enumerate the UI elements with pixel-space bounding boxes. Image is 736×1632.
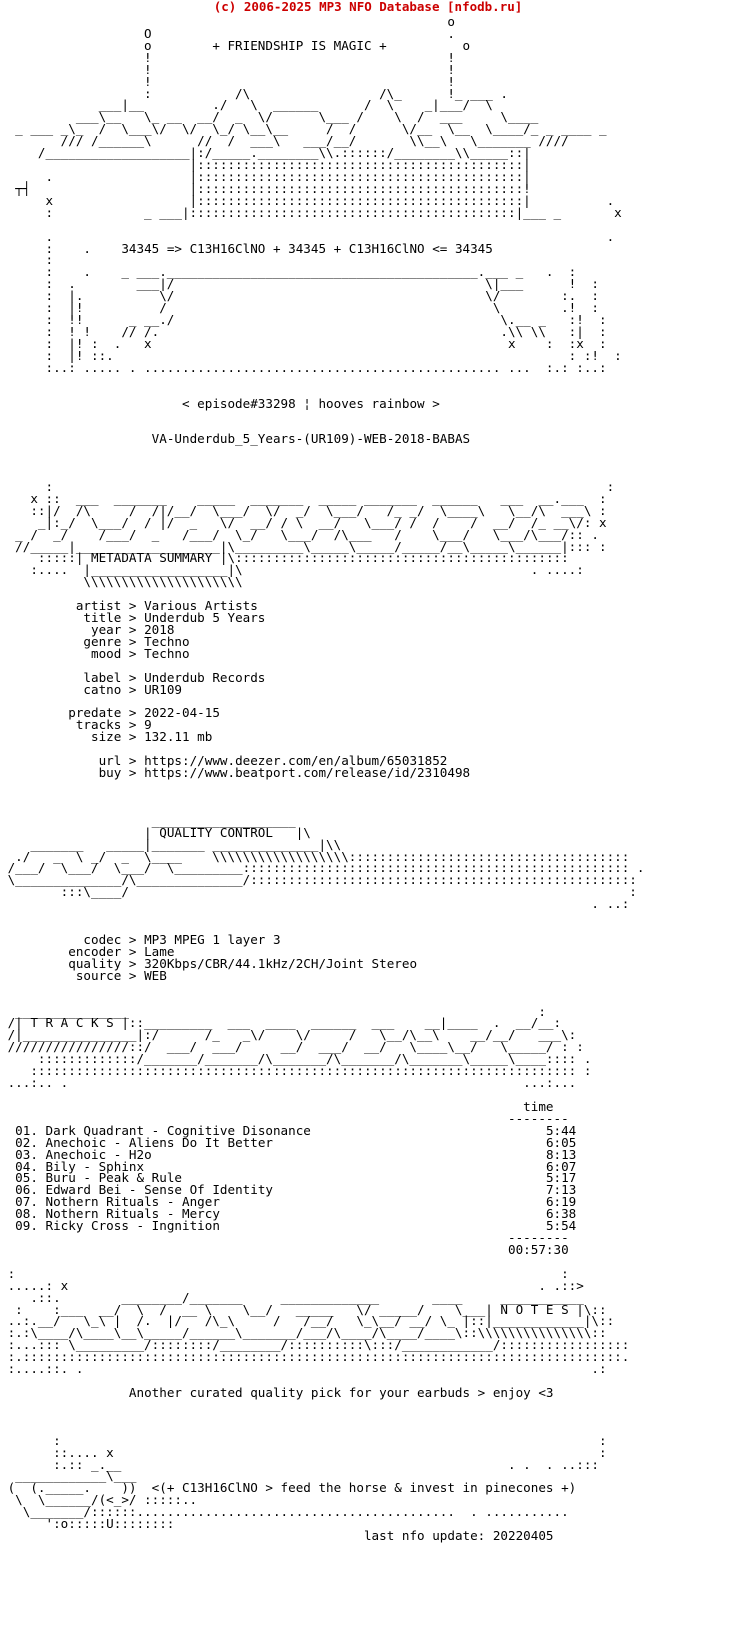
quality-encoder-key: encoder [68,943,122,959]
meta-title-value: Underdub 5 Years [144,610,266,626]
page-header [0,0,736,14]
track-time: 8:13 [545,1146,577,1162]
track-number: 06. [15,1182,38,1198]
quality-source-value: WEB [144,967,167,983]
meta-year-key: year [91,622,122,638]
track-title: Anechoic - H2o [45,1146,152,1162]
metadata-label: METADATA SUMMARY [91,550,213,566]
meta-genre-value: Techno [144,633,190,649]
meta-title-key: title [83,610,122,626]
notes-label: N O T E S [500,1301,569,1317]
last-update: last nfo update: 20220405 [363,1528,554,1544]
meta-mood-value: Techno [144,645,190,661]
quality-label: QUALITY CONTROL [159,824,273,840]
track-time: 6:05 [545,1134,577,1150]
meta-buy-value[interactable]: https://www.beatport.com/release/id/2310498 [144,765,471,781]
meta-label-value: Underdub Records [144,669,266,685]
meta-mood-key: mood [91,645,122,661]
banner-text: + FRIENDSHIP IS MAGIC + [212,37,387,53]
meta-buy-key: buy [98,765,122,781]
track-number: 07. [15,1194,38,1210]
meta-artist-key: artist [75,598,122,614]
quality-encoder-value: Lame [144,943,175,959]
track-number: 03. [15,1146,38,1162]
quality-source-key: source [75,967,122,983]
footer-tagline: <(+ C13H16ClNO > feed the horse & invest in pinecones +) [151,1480,577,1496]
track-title: Nothern Rituals - Anger [45,1194,220,1210]
meta-size-key: size [91,729,122,745]
track-title: Bily - Sphinx [45,1158,145,1174]
episode-text: < episode#33298 ¦ hooves rainbow > [181,395,440,411]
quality-quality-value: 320Kbps/CBR/44.1kHz/2CH/Joint Stereo [144,955,418,971]
total-time: 00:57:30 [508,1241,569,1257]
quality-quality-key: quality [68,955,122,971]
quality-codec-key: codec [83,931,122,947]
track-title: Nothern Rituals - Mercy [45,1206,220,1222]
track-title: Ricky Cross - Ingnition [45,1218,220,1234]
track-title: Dark Quadrant - Cognitive Disonance [45,1122,311,1138]
track-time: 6:38 [545,1206,577,1222]
quality-codec-value: MP3 MPEG 1 layer 3 [144,931,281,947]
meta-url-key: url [98,753,122,769]
nfo-document: o O . o + FRIENDSHIP IS MAGIC + o ! ! ! ! ! ! : /\ /\_ !_ ___ . ___|__ ./ \ ______ / \ _|___/ \ ___\__ \_ __ __/ _ \/ \___ / \ / ___ \____ _ ___ _\_ / \___\/ \/ \_/ \__\__ / / \/__ \__ \____/_ _ ____ _ /// /______\ // / ___\ ___/__/ \\__\ \_______ //// /___________________|:/_____.________\\.::::::/________\\_____::| |:::::::::::::::::::::::::::::::::::::::::::| . |:::::::::::::::::::::::::::::::::::::::::::| ┬┤ |:::::::::::::::::::::::::::::::::::::::::::! x |:::::::::::::::::::::::::::::::::::::::::::| . : _ ___|:::::::::::::::::::::::::::::::::::::::::::|___ _ x . . : . 34345 => C13H16ClNO + 34345 + C13H16ClNO <= 34345 : : . _ ___._________________________________________.___ _ . : : . ___|/ \|___ ! : : |. \/ \/ :. : : |! / \ .! : : !! _ __./ \.__ _ :! : : ! ! // /. .\\ \\ :| : : |! : . x x : :x : : |! ::. : :! : :..: ..... . ............................................... ... :.: :..: < episode#33298 ¦ hooves rainbow > VA-Underdub_5_Years-(UR109)-WEB-2018-BABAS : : x :: ___ _______ _____ _______ _____ _______ ______ ___ __.___ : ::|/ /\ / /|/__/ \___/ \/ _/ \___/ /_ _/ \____\ \__/\ ___\ : _|:_/ \___/ / |/ _ \/ __/ / \ __/ \___/ / / / __/ /_ __\/: x _ / _/ /___/ _ /___/ \_/ \___/ /\___ / \___/ \___/\___/:: . //_____|___________________|\_________\_____\_____/_____/__\_____\______|::: : :::::| METADATA SUMMARY |\:::::::::::::::::::::::::::::::::::::::::::: :.... |__________________|\ . ....: \\\\\\\\\\\\\\\\\\\\\ artist > Various Artists title > Underdub 5 Years year > 2018 genre > Techno mood > Techno label > Underdub Records catno > UR109 predate > 2022-04-15 tracks > 9 size > 132.11 mb url > https://www.deezer.com/en/album/65031852 buy > https://www.beatport.com/release/id/2310498 ___________________ | QUALITY CONTROL |\ _______ _____|_______ ______________|\\ ./ _ \ _/ _ \____ \\\\\\\\\\\\\\\\\\::::::::::::::::::::::::::::::::::::: /___/ \___/ \___/ \_________::::::::::::::::::::::::::::::::::::::::::::::::::: . \______________/\______________/::::::::::::::::::::::::::::::::::::::::::::::::::: :::\____/ : . ..: codec > MP3 MPEG 1 layer 3 encoder > Lame quality > 320Kbps/CBR/44.1kHz/2CH/Joint Stereo source > WEB _______________ : /| T R A C K S |::_________ ___ ____ ______ ___ __|____ . __/__: /|_______________|:/ /_ _\/ \/ / \__/\__\ __/__/ ___\: ////////////////::/ ___/ ___/ __/ ___/ __/ \____\__/ \_____/ : : :::::::::::::/_______/_______/\_______/\_______/\_______\_____\____:::: . :::::::::::::::::::::::::::::::::::::::::::::::::::::::::::::::::::::::: : ...:.. . ...:... time -------- 01. Dark Quadrant - Cognitive Disonance 5:44 02. Anechoic - Aliens Do It Better 6:05 03. Anechoic - H2o 8:13 04. Bily - Sphinx 6:07 05. Buru - Peak & Rule 5:17 06. Edward Bei - Sense Of Identity 7:13 07. Nothern Rituals - Anger 6:19 08. Nothern Rituals - Mercy 6:38 09. Ricky Cross - Ingnition 5:54 -------- 00:57:30 : : .....: x . .::> .::. ________/_______ _____________ ____ ___________ : :___ __/ \ / __ \ \__/ _____ \/ _____/ \___| N O T E S |\:: ..:.__/ \_\ | /. |/ /\_\ / /__/ \_\__/ __/ \_ |::|____________|\:: :.:\____/\____\__\_____/______\_______/___/\____/\____/____\::\\\\\\\\\\\\\\\:: :...::: \_________/::::::::/________/::::::::::\:::/____________/::::::::::::::::: :.:::::::::::::::::::::::::::::::::::::::::::::::::::::::::::::::::::::::::::::::. :....::. . .: Another curated quality pick for your earbuds > enjoy <3 : : ::.... x : :.:: _.__ . . . ..::: ____________\___ ( (._____. )) <(+ C13H16ClNO > feed the horse & invest in pinecones +) \ \______/(<_>/ :::::.. \_______/::::::.......................................... . ........... ':o:::::U:::::::: last nfo update: 20220405 [7,14,645,1544]
meta-predate-key: predate [68,705,122,721]
track-number: 04. [15,1158,38,1174]
track-time: 7:13 [545,1182,577,1198]
meta-genre-key: genre [83,633,122,649]
nfodb-link[interactable]: (c) 2006-2025 MP3 NFO Database [nfodb.ru] [213,0,523,14]
meta-url-value[interactable]: https://www.deezer.com/en/album/65031852 [144,753,448,769]
track-time: 6:07 [545,1158,577,1174]
track-time: 5:17 [545,1170,577,1186]
meta-label-key: label [83,669,122,685]
track-number: 01. [15,1122,38,1138]
meta-catno-key: catno [83,681,122,697]
release-name: VA-Underdub_5_Years-(UR109)-WEB-2018-BABAS [151,431,471,447]
meta-catno-value: UR109 [144,681,182,697]
track-title: Anechoic - Aliens Do It Better [45,1134,273,1150]
meta-artist-value: Various Artists [144,598,258,614]
track-time: 6:19 [545,1194,577,1210]
meta-year-value: 2018 [144,622,175,638]
track-title: Edward Bei - Sense Of Identity [45,1182,273,1198]
track-number: 08. [15,1206,38,1222]
track-time: 5:44 [545,1122,577,1138]
notes-text: Another curated quality pick for your earbuds > enjoy <3 [128,1385,554,1401]
track-number: 09. [15,1218,38,1234]
tracks-label: T R A C K S [30,1015,114,1031]
track-title: Buru - Peak & Rule [45,1170,182,1186]
time-header: time [523,1098,554,1114]
meta-predate-value: 2022-04-15 [144,705,220,721]
formula-text: 34345 => C13H16ClNO + 34345 + C13H16ClNO <= 34345 [121,240,493,256]
meta-tracks-key: tracks [75,717,122,733]
meta-size-value: 132.11 mb [144,729,213,745]
track-number: 02. [15,1134,38,1150]
track-time: 5:54 [545,1218,577,1234]
track-number: 05. [15,1170,38,1186]
meta-tracks-value: 9 [144,717,152,733]
